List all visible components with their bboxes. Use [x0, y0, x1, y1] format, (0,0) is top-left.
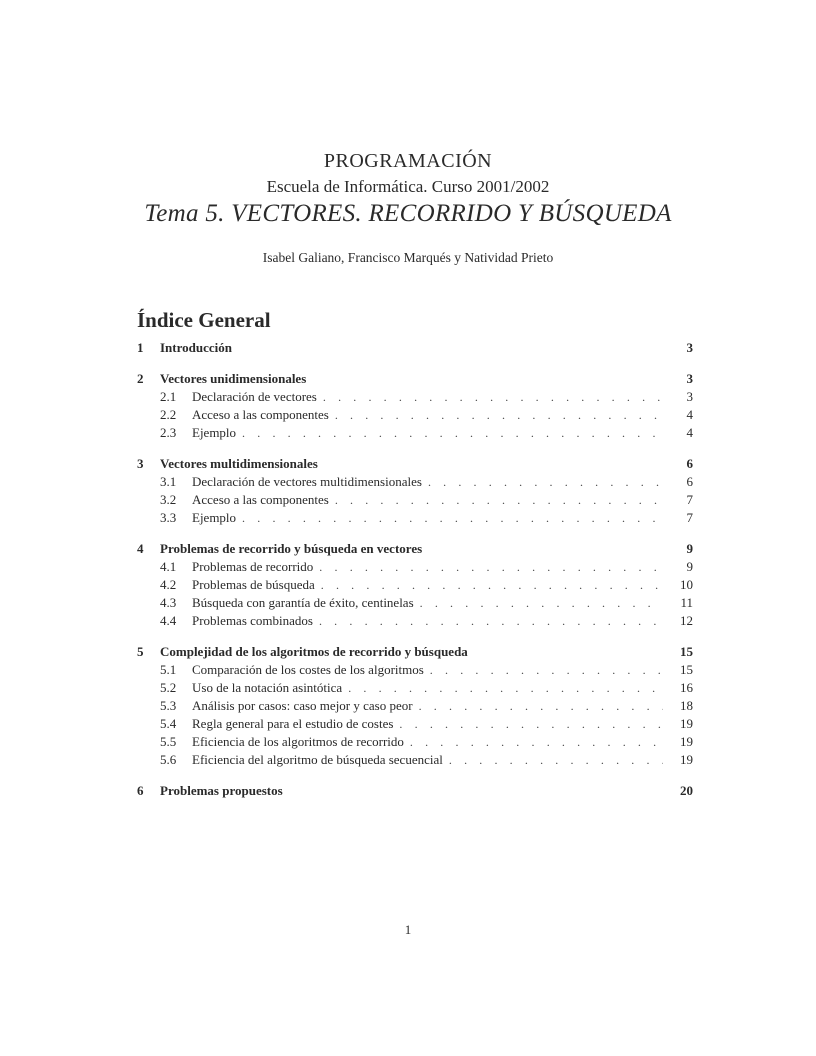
toc-subsection-title: Eficiencia del algoritmo de búsqueda secuencial — [192, 752, 443, 767]
toc-subsection-title: Acceso a las componentes — [192, 492, 329, 507]
toc-subsection-title: Eficiencia de los algoritmos de recorrido — [192, 734, 404, 749]
toc-section-title: Introducción — [160, 340, 232, 355]
school-line: Escuela de Informática. Curso 2001/2002 — [266, 177, 550, 196]
toc-subsection-number: 5.2 — [160, 680, 177, 695]
toc-subsection-page: 15 — [680, 662, 693, 677]
toc-subsection-row[interactable] — [137, 492, 693, 510]
toc-subsection-number: 2.3 — [160, 425, 177, 440]
toc-section — [137, 541, 693, 631]
toc-section-page: 6 — [686, 456, 693, 471]
dot-leader — [335, 493, 663, 508]
toc-subsection-page: 11 — [680, 595, 693, 610]
toc-subsection-number: 3.1 — [160, 474, 177, 489]
toc-section — [137, 456, 693, 528]
dot-leader — [348, 681, 663, 696]
toc-subsection-page: 18 — [680, 698, 693, 713]
toc-subsection-title: Búsqueda con garantía de éxito, centinelas — [192, 595, 414, 610]
toc-subsection-number: 4.2 — [160, 577, 177, 592]
toc-subsection-row[interactable] — [137, 716, 693, 734]
toc-subsection-row[interactable] — [137, 680, 693, 698]
toc-section-title: Complejidad de los algoritmos de recorrido y búsqueda — [160, 644, 468, 659]
toc-subsection-title: Ejemplo — [192, 510, 237, 525]
toc-subsection-row[interactable] — [137, 662, 693, 680]
toc-subsection-page: 12 — [680, 613, 693, 628]
toc-subsection-page: 19 — [680, 716, 693, 731]
toc-subsection-page: 9 — [686, 559, 693, 574]
toc-subsection-number: 5.6 — [160, 752, 177, 767]
toc-subsection-page: 7 — [686, 492, 693, 507]
toc-subsection-page: 4 — [686, 407, 693, 422]
toc-section-number: 2 — [137, 371, 144, 386]
toc-section-title: Problemas propuestos — [160, 783, 283, 798]
dot-leader — [410, 735, 663, 750]
toc-section-page: 3 — [686, 340, 693, 355]
toc-section — [137, 371, 693, 443]
toc-subsection-number: 5.4 — [160, 716, 177, 731]
toc-section-page: 20 — [680, 783, 693, 798]
toc-subsection-number: 2.2 — [160, 407, 177, 422]
toc-subsection-page: 7 — [686, 510, 693, 525]
toc-subsection-row[interactable] — [137, 510, 693, 528]
dot-leader — [420, 596, 663, 611]
toc-section — [137, 783, 693, 801]
toc-section-number: 4 — [137, 541, 144, 556]
toc-section-row[interactable] — [137, 644, 693, 662]
toc-section-number: 1 — [137, 340, 144, 355]
toc-subsection-number: 5.3 — [160, 698, 177, 713]
toc-subsection-title: Análisis por casos: caso mejor y caso peor — [192, 698, 413, 713]
dot-leader — [430, 663, 663, 678]
topic-title: Tema 5. VECTORES. RECORRIDO Y BÚSQUEDA — [144, 200, 672, 227]
toc-subsection-row[interactable] — [137, 559, 693, 577]
dot-leader — [319, 614, 663, 629]
toc-subsection-number: 4.1 — [160, 559, 177, 574]
toc-subsection-title: Problemas de recorrido — [192, 559, 314, 574]
dot-leader — [449, 753, 663, 768]
toc-section-title: Vectores multidimensionales — [160, 456, 318, 471]
toc-subsection-title: Problemas de búsqueda — [192, 577, 315, 592]
dot-leader — [419, 699, 663, 714]
toc-section-row[interactable] — [137, 371, 693, 389]
dot-leader — [242, 511, 663, 526]
toc-section-title: Vectores unidimensionales — [160, 371, 307, 386]
toc-section — [137, 340, 693, 358]
page-number: 1 — [404, 922, 412, 937]
toc-subsection-row[interactable] — [137, 752, 693, 770]
toc-subsection-row[interactable] — [137, 595, 693, 613]
toc-subsection-page: 19 — [680, 734, 693, 749]
toc-subsection-page: 16 — [680, 680, 693, 695]
toc-section-number: 5 — [137, 644, 144, 659]
toc-subsection-title: Ejemplo — [192, 425, 237, 440]
toc-section-title: Problemas de recorrido y búsqueda en vectores — [160, 541, 423, 556]
toc-subsection-row[interactable] — [137, 734, 693, 752]
toc-subsection-title: Declaración de vectores — [192, 389, 317, 404]
dot-leader — [399, 717, 663, 732]
toc-subsection-number: 5.5 — [160, 734, 177, 749]
toc-section-page: 9 — [686, 541, 693, 556]
toc-subsection-title: Declaración de vectores multidimensionales — [192, 474, 422, 489]
toc-subsection-title: Comparación de los costes de los algoritmos — [192, 662, 424, 677]
toc-subsection-page: 4 — [686, 425, 693, 440]
toc-subsection-row[interactable] — [137, 389, 693, 407]
table-of-contents — [137, 340, 693, 814]
toc-section-row[interactable] — [137, 340, 693, 358]
toc-section — [137, 644, 693, 770]
toc-heading: Índice General — [137, 308, 271, 332]
toc-section-row[interactable] — [137, 783, 693, 801]
toc-subsection-row[interactable] — [137, 577, 693, 595]
toc-subsection-row[interactable] — [137, 698, 693, 716]
toc-section-number: 3 — [137, 456, 144, 471]
dot-leader — [319, 560, 663, 575]
toc-subsection-row[interactable] — [137, 425, 693, 443]
toc-subsection-title: Uso de la notación asintótica — [192, 680, 343, 695]
toc-subsection-number: 4.3 — [160, 595, 177, 610]
toc-subsection-title: Regla general para el estudio de costes — [192, 716, 394, 731]
toc-section-page: 3 — [686, 371, 693, 386]
toc-subsection-page: 3 — [686, 389, 693, 404]
toc-subsection-number: 5.1 — [160, 662, 177, 677]
toc-subsection-page: 19 — [680, 752, 693, 767]
toc-subsection-page: 6 — [686, 474, 693, 489]
dot-leader — [242, 426, 663, 441]
toc-subsection-number: 3.3 — [160, 510, 177, 525]
course-title: PROGRAMACIÓN — [323, 150, 493, 172]
authors-line: Isabel Galiano, Francisco Marqués y Natividad Prieto — [262, 250, 554, 265]
toc-section-number: 6 — [137, 783, 144, 798]
toc-subsection-row[interactable] — [137, 407, 693, 425]
dot-leader — [323, 390, 663, 405]
toc-section-row[interactable] — [137, 541, 693, 559]
toc-subsection-row[interactable] — [137, 613, 693, 631]
dot-leader — [428, 475, 663, 490]
toc-subsection-number: 3.2 — [160, 492, 177, 507]
toc-subsection-row[interactable] — [137, 474, 693, 492]
dot-leader — [335, 408, 663, 423]
toc-subsection-title: Problemas combinados — [192, 613, 313, 628]
toc-section-row[interactable] — [137, 456, 693, 474]
toc-section-page: 15 — [680, 644, 693, 659]
toc-subsection-number: 4.4 — [160, 613, 177, 628]
dot-leader — [321, 578, 663, 593]
toc-subsection-page: 10 — [680, 577, 693, 592]
toc-subsection-title: Acceso a las componentes — [192, 407, 329, 422]
toc-subsection-number: 2.1 — [160, 389, 177, 404]
